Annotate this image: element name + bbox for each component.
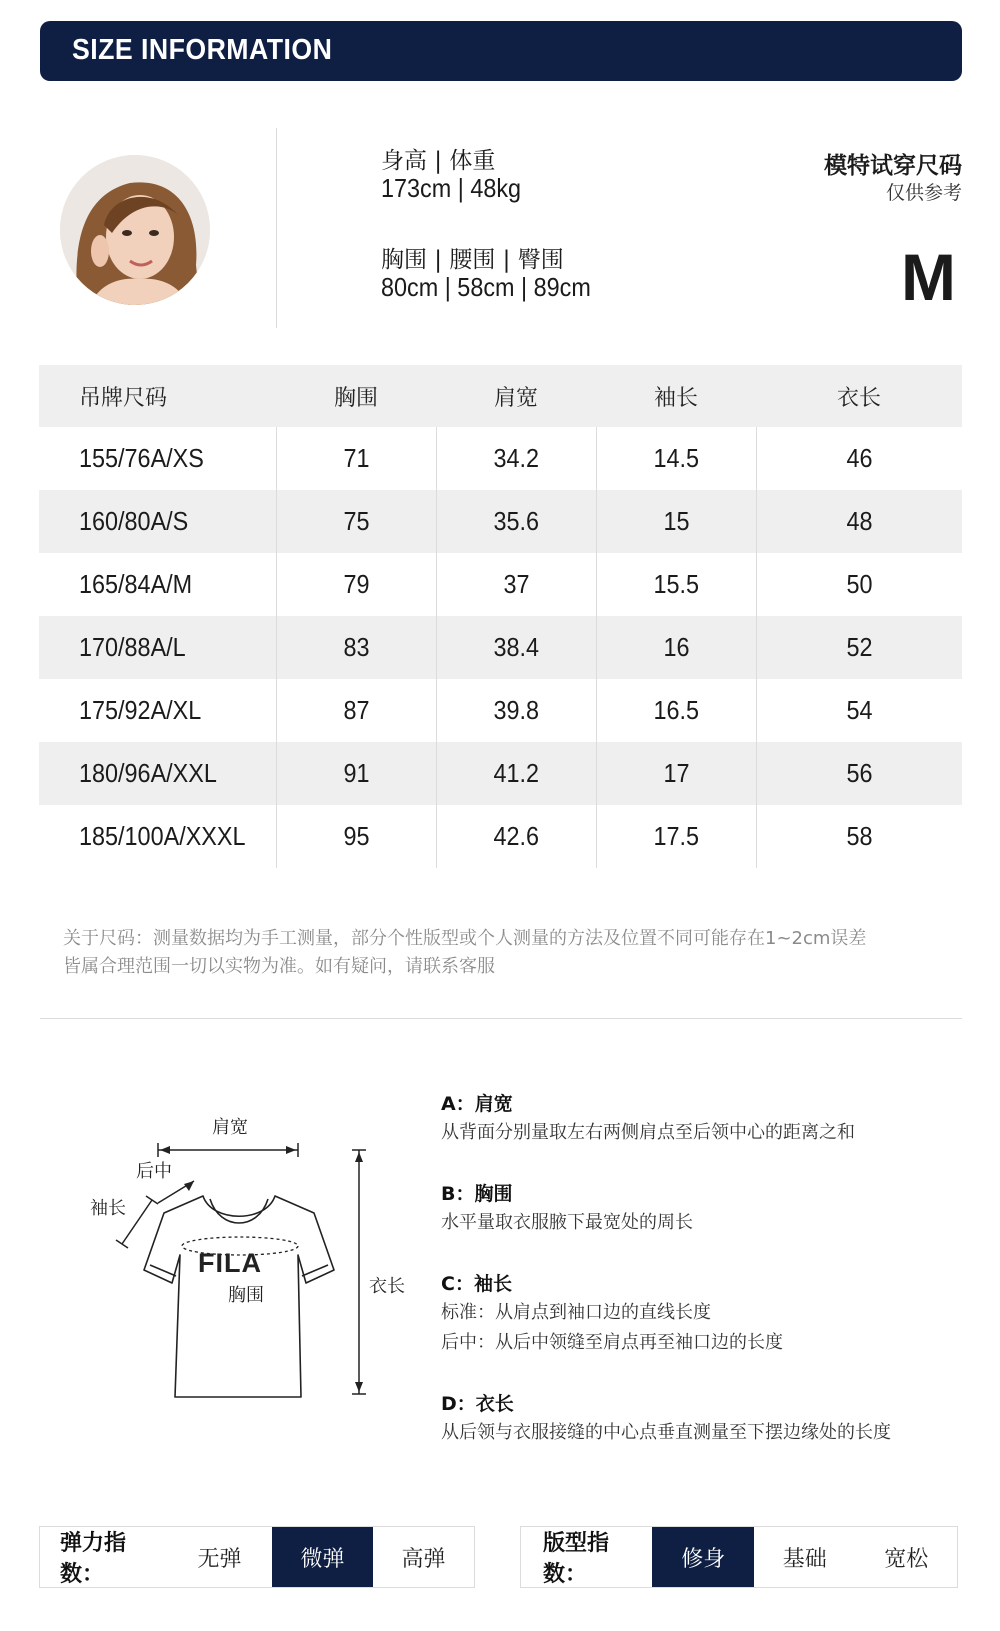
definition-desc: 从背面分别量取左右两侧肩点至后领中心的距离之和 [441,1122,855,1143]
size-table [39,365,962,868]
definition-chest [441,1180,981,1238]
height-weight-value: 173cm | 48kg [381,173,522,203]
section-divider [40,1018,962,1019]
table-cell: 16 [662,632,690,662]
diagram-label-chest: 胸围 [228,1285,264,1306]
table-row [39,742,962,805]
table-cell: 180/96A/XXL [79,758,217,788]
table-cell: 185/100A/XXXL [79,821,246,851]
table-row [39,679,962,742]
table-cell: 42.6 [493,821,539,851]
table-cell: 170/88A/L [79,632,186,662]
table-cell: 56 [846,758,873,788]
table-cell: 50 [846,569,873,599]
fit-index [520,1526,958,1588]
definition-desc: 从后领与衣服接缝的中心点垂直测量至下摆边缘处的长度 [441,1422,891,1443]
height-weight-label: 身高 | 体重 [381,148,496,174]
table-row [39,490,962,553]
size-note [63,925,963,981]
header-bar [40,21,962,81]
table-cell: 155/76A/XS [79,443,204,473]
table-cell: 17 [662,758,690,788]
table-cell: 14.5 [653,443,699,473]
fit-label: 版型指数： [543,1531,610,1587]
fila-logo: FILA [198,1248,262,1278]
definition-shoulder [441,1090,981,1148]
table-cell: 71 [342,443,370,473]
fit-option-regular: 基础 [782,1546,827,1572]
diagram-label-shoulder: 肩宽 [212,1117,248,1138]
table-cell: 52 [846,632,873,662]
table-row [39,427,962,490]
fit-option-slim: 修身 [652,1527,754,1587]
table-cell: 83 [342,632,370,662]
elasticity-option-high: 高弹 [401,1546,446,1572]
table-cell: 34.2 [493,443,539,473]
table-cell: 58 [846,821,873,851]
table-row [39,616,962,679]
body-measure-value: 80cm | 58cm | 89cm [381,272,591,302]
table-cell: 41.2 [493,758,539,788]
try-size-subtitle: 仅供参考 [885,182,962,204]
table-cell: 37 [502,569,530,599]
header-length: 衣长 [756,365,962,427]
size-note-line2: 皆属合理范围一切以实物为准。如有疑问，请联系客服 [63,956,495,977]
elasticity-option-slight: 微弹 [272,1527,373,1587]
size-note-line1: 关于尺码：测量数据均为手工测量，部分个性版型或个人测量的方法及位置不同可能存在1~2cm误差 [63,928,867,949]
table-cell: 15.5 [653,569,699,599]
definition-title: A：肩宽 [441,1093,513,1115]
table-cell: 46 [846,443,873,473]
diagram-label-sleeve: 袖长 [90,1198,126,1219]
table-cell: 15 [662,506,690,536]
table-cell: 87 [342,695,370,725]
table-cell: 16.5 [653,695,699,725]
try-size-title: 模特试穿尺码 [824,153,962,179]
table-cell: 175/92A/XL [79,695,202,725]
header-chest: 胸围 [276,365,436,427]
table-cell: 95 [342,821,370,851]
body-measure-label: 胸围 | 腰围 | 臀围 [381,247,564,273]
table-cell: 165/84A/M [79,569,193,599]
table-row [39,553,962,616]
header-shoulder: 肩宽 [436,365,596,427]
table-row [39,805,962,868]
definition-title: B：胸围 [441,1183,513,1205]
table-cell: 79 [342,569,370,599]
try-size-value: M [901,240,956,314]
definition-length [441,1390,981,1448]
elasticity-index [39,1526,475,1588]
definition-desc: 后中：从后中领缝至肩点再至袖口边的长度 [441,1332,783,1353]
model-avatar [60,155,210,305]
model-divider [276,128,277,328]
page-title: SIZE INFORMATION [72,34,333,66]
table-cell: 91 [342,758,370,788]
diagram-label-back-center: 后中 [136,1161,172,1182]
table-cell: 38.4 [493,632,539,662]
elasticity-label: 弹力指数： [60,1531,127,1587]
header-tag-size: 吊牌尺码 [39,365,276,427]
definition-sleeve [441,1270,981,1358]
table-cell: 39.8 [493,695,539,725]
table-cell: 75 [342,506,370,536]
table-cell: 35.6 [493,506,539,536]
diagram-label-length: 衣长 [369,1276,405,1297]
elasticity-option-none: 无弹 [197,1546,242,1572]
definition-desc: 标准：从肩点到袖口边的直线长度 [441,1302,711,1323]
table-cell: 54 [846,695,873,725]
definition-title: C：袖长 [441,1273,512,1295]
table-cell: 48 [846,506,873,536]
table-cell: 17.5 [653,821,699,851]
table-header-row [39,365,962,427]
table-cell: 160/80A/S [79,506,189,536]
definition-desc: 水平量取衣服腋下最宽处的周长 [441,1212,693,1233]
definition-title: D：衣长 [441,1393,514,1415]
measurement-diagram [80,1105,420,1425]
header-sleeve: 袖长 [596,365,756,427]
fit-option-loose: 宽松 [884,1546,929,1572]
